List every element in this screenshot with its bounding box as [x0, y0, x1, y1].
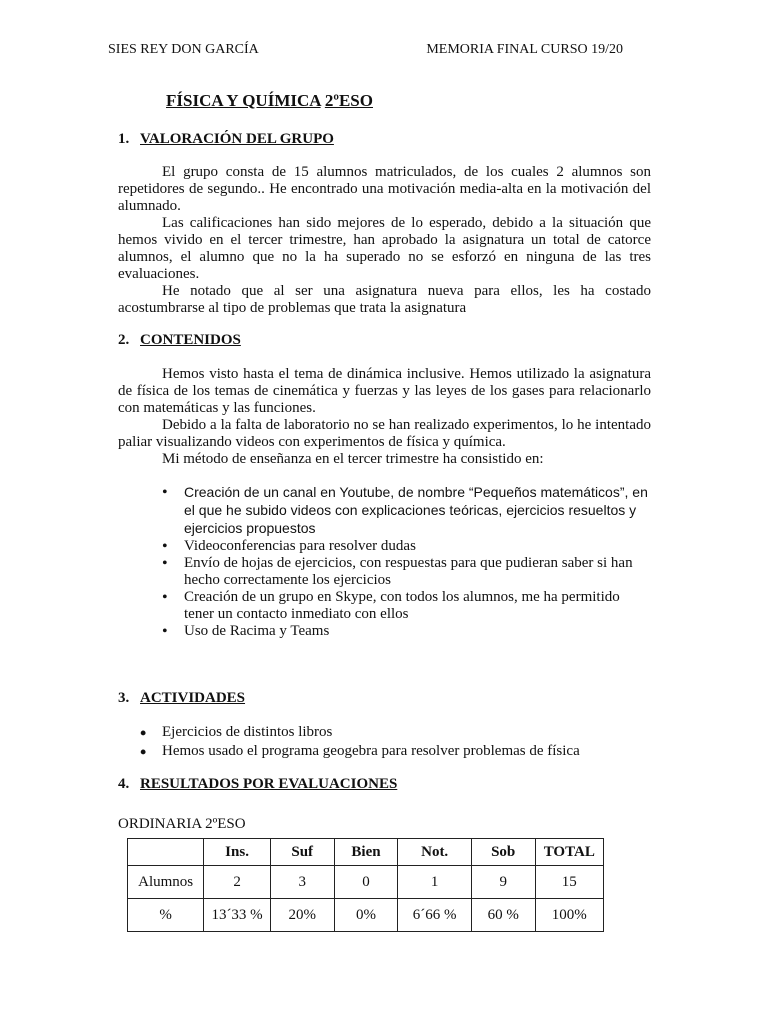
section-heading-2: 2. CONTENIDOS	[118, 332, 241, 348]
list-item: • Uso de Racima y Teams	[162, 623, 652, 640]
s2-paragraph-3: Mi método de enseñanza en el tercer trimestre ha consistido en:	[162, 451, 544, 467]
table-row	[128, 899, 604, 932]
list-item: • Creación de un grupo en Skype, con todos los alumnos, me ha permitido tener un contacto inmediato con ellos	[162, 589, 652, 623]
list-item: • Envío de hojas de ejercicios, con respuestas para que pudieran saber si han hecho correctamente los ejercicios	[162, 555, 652, 589]
title-level: 2ºESO	[324, 91, 373, 110]
table-cell: 3	[270, 866, 334, 899]
methods-list	[162, 484, 652, 640]
table-header-row	[128, 839, 604, 866]
table-cell: 13´33 %	[204, 899, 271, 932]
header-cell: Suf	[270, 839, 334, 866]
section-heading-4: 4. RESULTADOS POR EVALUACIONES	[118, 776, 398, 792]
results-table	[127, 838, 604, 932]
header-cell: Bien	[334, 839, 398, 866]
table-cell: 1	[398, 866, 471, 899]
activities-list	[140, 724, 660, 762]
header-cell: Sob	[471, 839, 535, 866]
list-item: • Ejercicios de distintos libros	[140, 724, 660, 743]
table-cell: 0%	[334, 899, 398, 932]
table-cell: 15	[535, 866, 603, 899]
title-subject: FÍSICA Y QUÍMICA	[166, 91, 321, 110]
table-cell: 6´66 %	[398, 899, 471, 932]
list-item: • Videoconferencias para resolver dudas	[162, 538, 652, 555]
table-cell: 60 %	[471, 899, 535, 932]
s1-paragraph-2: Las calificaciones han sido mejores de lo esperado, debido a la situación que hemos vivido en el tercer trimestre, han aprobado la asignatura un total de catorce alumnos, el alumno que no la ha superado no se esforzó en ninguna de las tres evaluaciones.	[118, 215, 651, 282]
table-cell: 20%	[270, 899, 334, 932]
header-cell	[128, 839, 204, 866]
s1-paragraph-1: El grupo consta de 15 alumnos matriculados, de los cuales 2 alumnos son repetidores de segundo.. He encontrado una motivación media-alta en la motivación del alumnado.	[118, 164, 651, 214]
header-report: MEMORIA FINAL CURSO 19/20	[426, 42, 623, 57]
table-cell: Alumnos	[128, 866, 204, 899]
section-heading-3: 3. ACTIVIDADES	[118, 690, 246, 706]
header-cell: TOTAL	[535, 839, 603, 866]
table-cell: 2	[204, 866, 271, 899]
header-cell: Not.	[398, 839, 471, 866]
page-header	[108, 41, 623, 59]
table-cell: 0	[334, 866, 398, 899]
s2-paragraph-2: Debido a la falta de laboratorio no se han realizado experimentos, lo he intentado paliar visualizando videos con experimentos de física y química.	[118, 417, 651, 450]
table-cell: %	[128, 899, 204, 932]
section-heading-1: 1. VALORACIÓN DEL GRUPO	[118, 131, 334, 147]
s2-paragraph-1: Hemos visto hasta el tema de dinámica inclusive. Hemos utilizado la asignatura de física de los temas de cinemática y fuerzas y las leyes de los gases para relacionarlo con matemáticas y las funciones.	[118, 366, 651, 416]
table-caption: ORDINARIA 2ºESO	[118, 816, 246, 832]
table-cell: 9	[471, 866, 535, 899]
header-cell: Ins.	[204, 839, 271, 866]
table-row	[128, 866, 604, 899]
document-title	[166, 92, 373, 109]
table-cell: 100%	[535, 899, 603, 932]
list-item: • Hemos usado el programa geogebra para resolver problemas de física	[140, 743, 660, 762]
header-school: SIES REY DON GARCÍA	[108, 42, 259, 57]
s1-paragraph-3: He notado que al ser una asignatura nueva para ellos, les ha costado acostumbrarse al tipo de problemas que trata la asignatura	[118, 283, 651, 316]
list-item: • Creación de un canal en Youtube, de nombre “Pequeños matemáticos”, en el que he subido videos con explicaciones teóricas, ejercicios resueltos y ejercicios propuestos	[162, 484, 652, 538]
